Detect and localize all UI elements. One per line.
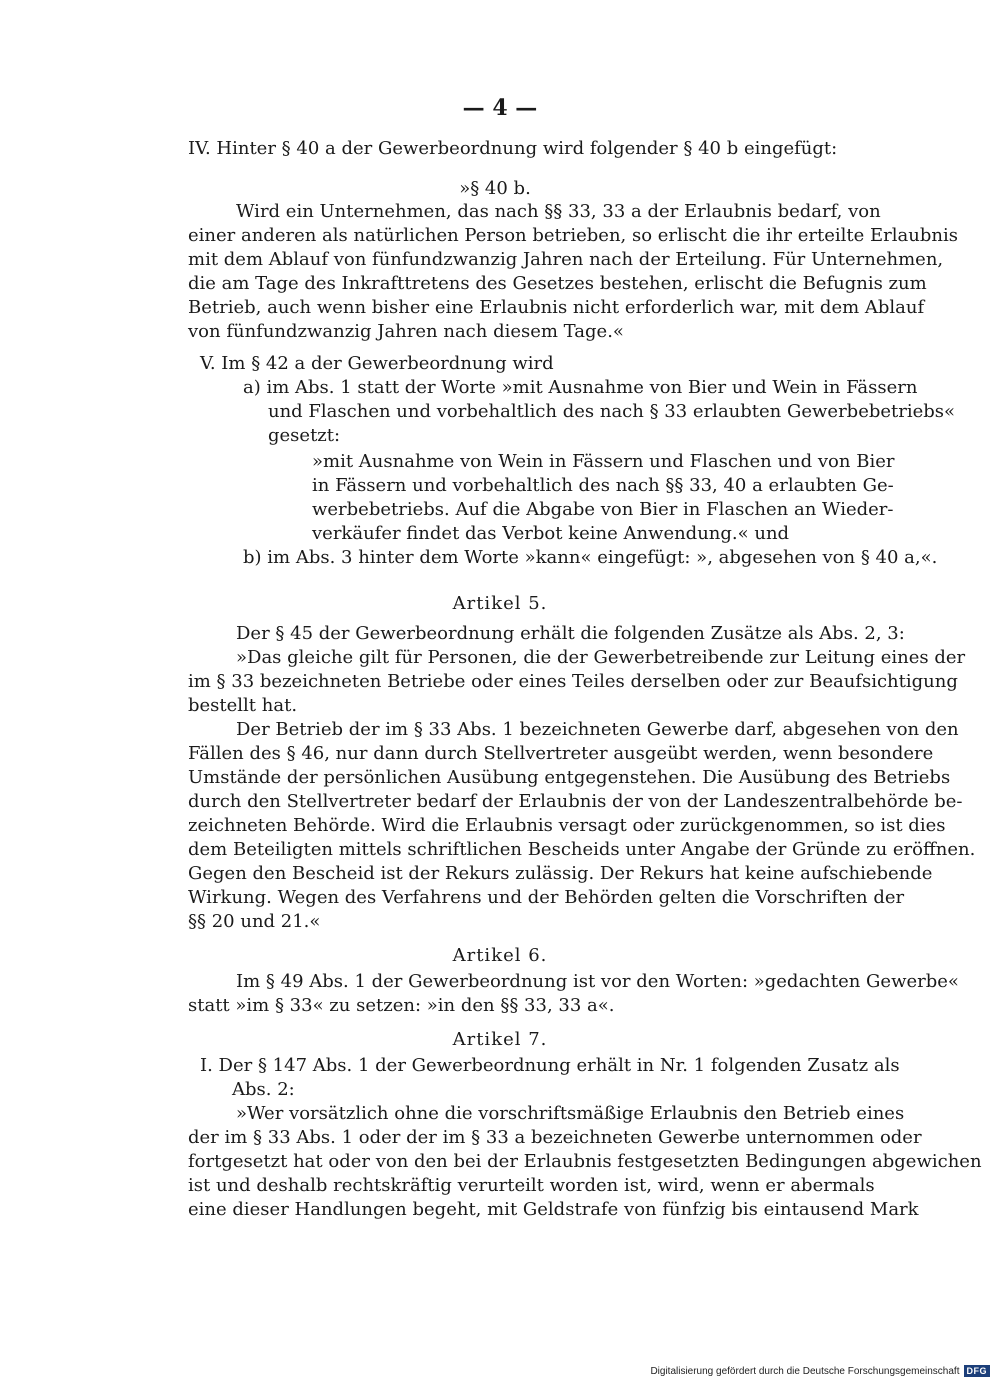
quoted-text-line: verkäufer findet das Verbot keine Anwendung.« und	[312, 523, 790, 544]
text-line: der im § 33 Abs. 1 oder der im § 33 a bezeichneten Gewerbe unternommen oder	[188, 1127, 922, 1148]
paragraph-heading: »§ 40 b.	[459, 178, 531, 199]
text-line: Umstände der persönlichen Ausübung entgegenstehen. Die Ausübung des Betriebs	[188, 767, 951, 788]
text-line: Gegen den Bescheid ist der Rekurs zulässig. Der Rekurs hat keine aufschiebende	[188, 863, 933, 884]
article-heading-7: Artikel 7.	[452, 1029, 548, 1050]
text-line: gesetzt:	[268, 425, 341, 446]
text-line: bestellt hat.	[188, 695, 298, 716]
quoted-text-line: in Fässern und vorbehaltlich des nach §§ 33, 40 a erlaubten Ge-	[312, 475, 894, 496]
list-item-a: a) im Abs. 1 statt der Worte »mit Ausnahme von Bier und Wein in Fässern	[243, 377, 918, 398]
text-line: von fünfundzwanzig Jahren nach diesem Tage.«	[188, 321, 624, 342]
text-line: im § 33 bezeichneten Betriebe oder eines Teiles derselben oder zur Beaufsichtigung	[188, 671, 958, 692]
page-number: — 4 —	[462, 95, 538, 121]
text-line: Betrieb, auch wenn bisher eine Erlaubnis nicht erforderlich war, mit dem Ablauf	[188, 297, 925, 318]
text-line: Abs. 2:	[232, 1079, 295, 1100]
digitization-footer	[650, 1365, 990, 1377]
text-line: mit dem Ablauf von fünfundzwanzig Jahren nach der Erteilung. Für Unternehmen,	[188, 249, 944, 270]
text-line: eine dieser Handlungen begeht, mit Geldstrafe von fünfzig bis eintausend Mark	[188, 1199, 919, 1220]
quoted-text-line: »mit Ausnahme von Wein in Fässern und Flaschen und von Bier	[312, 451, 895, 472]
text-line: Im § 49 Abs. 1 der Gewerbeordnung ist vor den Worten: »gedachten Gewerbe«	[236, 971, 959, 992]
text-line: ist und deshalb rechtskräftig verurteilt worden ist, wird, wenn er abermals	[188, 1175, 875, 1196]
text-line: »Das gleiche gilt für Personen, die der Gewerbetreibende zur Leitung eines der	[236, 647, 966, 668]
text-line: Der § 45 der Gewerbeordnung erhält die folgenden Zusätze als Abs. 2, 3:	[236, 623, 905, 644]
section-heading-v: V. Im § 42 a der Gewerbeordnung wird	[200, 353, 554, 374]
text-line: dem Beteiligten mittels schriftlichen Bescheids unter Angabe der Gründe zu eröffnen.	[188, 839, 976, 860]
text-line: statt »im § 33« zu setzen: »in den §§ 33, 33 a«.	[188, 995, 615, 1016]
section-heading-iv: IV. Hinter § 40 a der Gewerbeordnung wird folgender § 40 b eingefügt:	[188, 138, 838, 159]
text-line: die am Tage des Inkrafttretens des Gesetzes bestehen, erlischt die Befugnis zum	[188, 273, 927, 294]
text-line: einer anderen als natürlichen Person betrieben, so erlischt die ihr erteilte Erlaubnis	[188, 225, 958, 246]
text-line: §§ 20 und 21.«	[188, 911, 321, 932]
dfg-logo: DFG	[964, 1365, 991, 1377]
text-line: Wirkung. Wegen des Verfahrens und der Behörden gelten die Vorschriften der	[188, 887, 905, 908]
text-line: fortgesetzt hat oder von den bei der Erlaubnis festgesetzten Bedingungen abgewichen	[188, 1151, 982, 1172]
list-item-b: b) im Abs. 3 hinter dem Worte »kann« eingefügt: », abgesehen von § 40 a,«.	[243, 547, 938, 568]
text-line: »Wer vorsätzlich ohne die vorschriftsmäßige Erlaubnis den Betrieb eines	[236, 1103, 905, 1124]
text-line: durch den Stellvertreter bedarf der Erlaubnis der von der Landeszentralbehörde be-	[188, 791, 963, 812]
text-line: und Flaschen und vorbehaltlich des nach § 33 erlaubten Gewerbebetriebs«	[268, 401, 956, 422]
article-heading-5: Artikel 5.	[452, 593, 548, 614]
text-line: Wird ein Unternehmen, das nach §§ 33, 33 a der Erlaubnis bedarf, von	[236, 201, 881, 222]
text-line: zeichneten Behörde. Wird die Erlaubnis versagt oder zurückgenommen, so ist dies	[188, 815, 946, 836]
article-heading-6: Artikel 6.	[452, 945, 548, 966]
quoted-text-line: werbebetriebs. Auf die Abgabe von Bier in Flaschen an Wieder-	[312, 499, 894, 520]
text-line: Der Betrieb der im § 33 Abs. 1 bezeichneten Gewerbe darf, abgesehen von den	[236, 719, 959, 740]
footer-text: Digitalisierung gefördert durch die Deutsche Forschungsgemeinschaft	[650, 1365, 960, 1377]
text-line: I. Der § 147 Abs. 1 der Gewerbeordnung erhält in Nr. 1 folgenden Zusatz als	[200, 1055, 900, 1076]
text-line: Fällen des § 46, nur dann durch Stellvertreter ausgeübt werden, wenn besondere	[188, 743, 934, 764]
